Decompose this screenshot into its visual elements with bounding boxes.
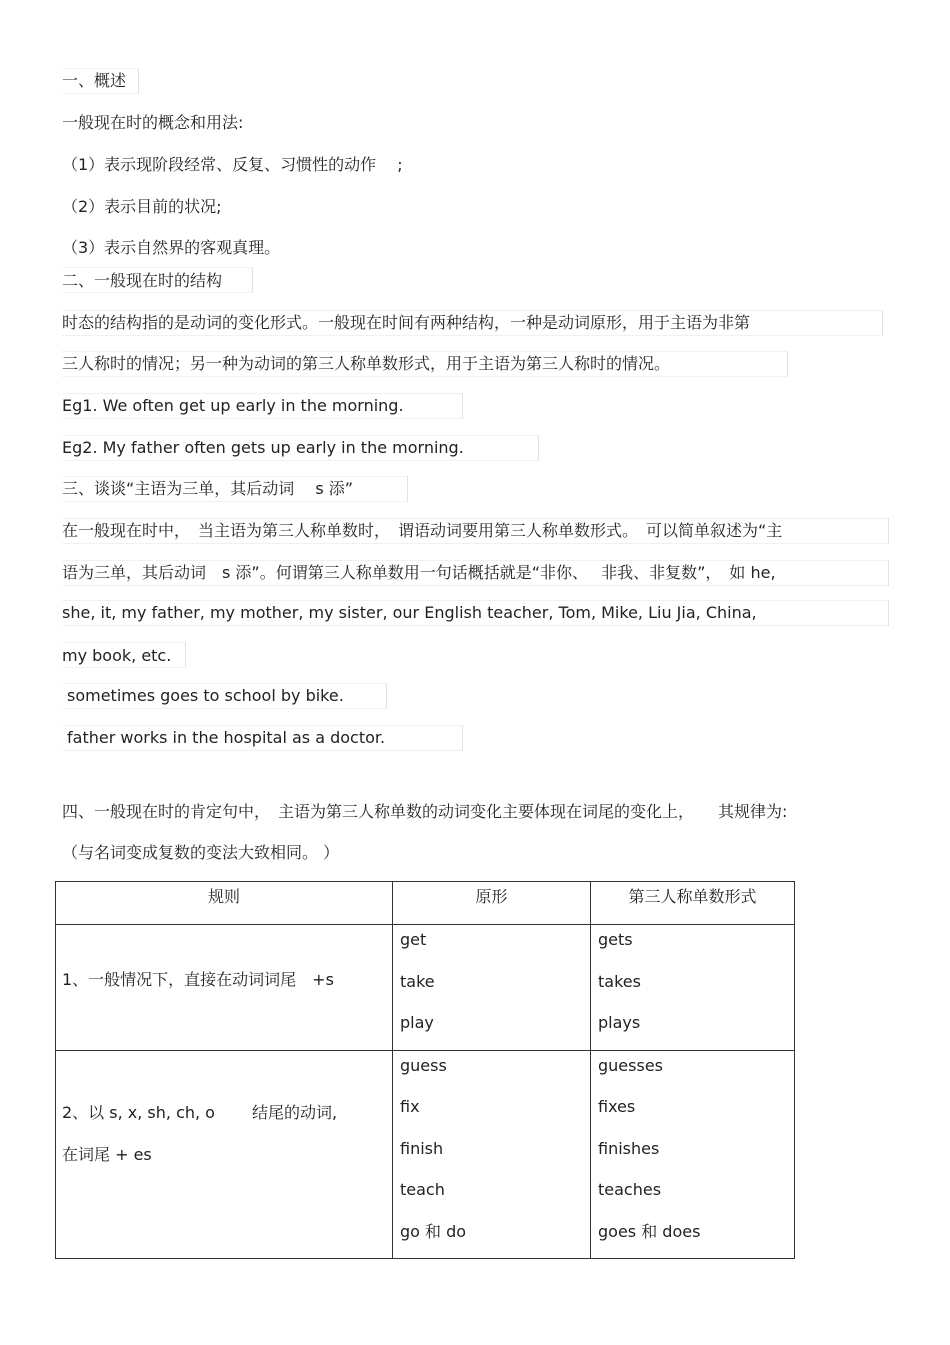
section2-para-line1: 时态的结构指的是动词的变化形式。一般现在时间有两种结构，一种是动词原形，用于主语为非第 xyxy=(62,313,751,332)
third-word: guesses xyxy=(598,1055,663,1075)
section1-item-1: （1）表示现阶段经常、反复、习惯性的动作 ; xyxy=(62,155,403,174)
base-form-cell xyxy=(393,1050,591,1259)
header-base-form: 原形 xyxy=(393,882,591,925)
section3-line1: 在一般现在时中， 当主语为第三人称单数时， 谓语动词要用第三人称单数形式。 可以简单叙述为“主 xyxy=(62,521,783,540)
section3-heading: 三、谈谈“主语为三单，其后动词 s 添” xyxy=(62,479,354,498)
header-third-person-form: 第三人称单数形式 xyxy=(591,882,795,925)
example-1: Eg1. We often get up early in the morning. xyxy=(62,396,404,415)
rule-cell xyxy=(56,1050,393,1259)
rule-cell xyxy=(56,925,393,1051)
rules-table xyxy=(55,881,795,1259)
base-word: play xyxy=(400,1013,434,1032)
third-form-cell xyxy=(591,1050,795,1259)
third-word: fixes xyxy=(598,1097,636,1116)
section4-line1: 四、一般现在时的肯定句中， 主语为第三人称单数的动词变化主要体现在词尾的变化上， 其规律为: xyxy=(62,802,788,821)
third-word: takes xyxy=(598,971,641,991)
base-word: teach xyxy=(400,1180,445,1199)
section2-heading: 二、一般现在时的结构 xyxy=(62,271,223,290)
table-header-row xyxy=(56,882,795,925)
third-form-cell xyxy=(591,925,795,1051)
base-word: fix xyxy=(400,1097,420,1116)
section1-item-2: （2）表示目前的状况; xyxy=(62,197,222,216)
base-word: guess xyxy=(400,1055,447,1075)
third-word: teaches xyxy=(598,1180,662,1199)
base-form-cell xyxy=(393,925,591,1051)
section1-heading: 一、概述 xyxy=(62,71,127,90)
base-word: go 和 do xyxy=(400,1221,467,1241)
base-word: get xyxy=(400,930,427,949)
base-word: take xyxy=(400,971,435,991)
third-word: gets xyxy=(598,930,633,949)
rule-text: 2、以 s, x, sh, ch, o 结尾的动词, xyxy=(62,1103,338,1123)
table-row xyxy=(56,1050,795,1259)
rule-text: 在词尾 + es xyxy=(62,1145,152,1165)
section3-line4: my book, etc. xyxy=(62,646,172,665)
example-2: Eg2. My father often gets up early in the morning. xyxy=(62,438,464,457)
section2-para-line2: 三人称时的情况；另一种为动词的第三人称单数形式，用于主语为第三人称时的情况。 xyxy=(62,354,671,373)
section4-line2: （与名词变成复数的变法大致相同。 ） xyxy=(62,843,340,862)
section3-line3: she, it, my father, my mother, my sister, our English teacher, Tom, Mike, Liu Jia, China, xyxy=(62,603,757,622)
third-word: goes 和 does xyxy=(598,1221,701,1241)
base-word: finish xyxy=(400,1138,444,1158)
section3-line2: 语为三单，其后动词 s 添”。何谓第三人称单数用一句话概括就是“非你、 非我、非复数”， 如 he, xyxy=(62,563,776,582)
section1-item-3: （3）表示自然界的客观真理。 xyxy=(62,238,281,257)
section3-example-1: sometimes goes to school by bike. xyxy=(67,686,344,705)
section3-example-2: father works in the hospital as a doctor. xyxy=(67,728,386,747)
third-word: finishes xyxy=(598,1138,660,1158)
third-word: plays xyxy=(598,1013,641,1032)
header-rule: 规则 xyxy=(56,882,393,925)
table-row xyxy=(56,925,795,1051)
rule-text: 1、一般情况下，直接在动词词尾 +s xyxy=(62,969,334,989)
section1-intro: 一般现在时的概念和用法: xyxy=(62,113,244,132)
